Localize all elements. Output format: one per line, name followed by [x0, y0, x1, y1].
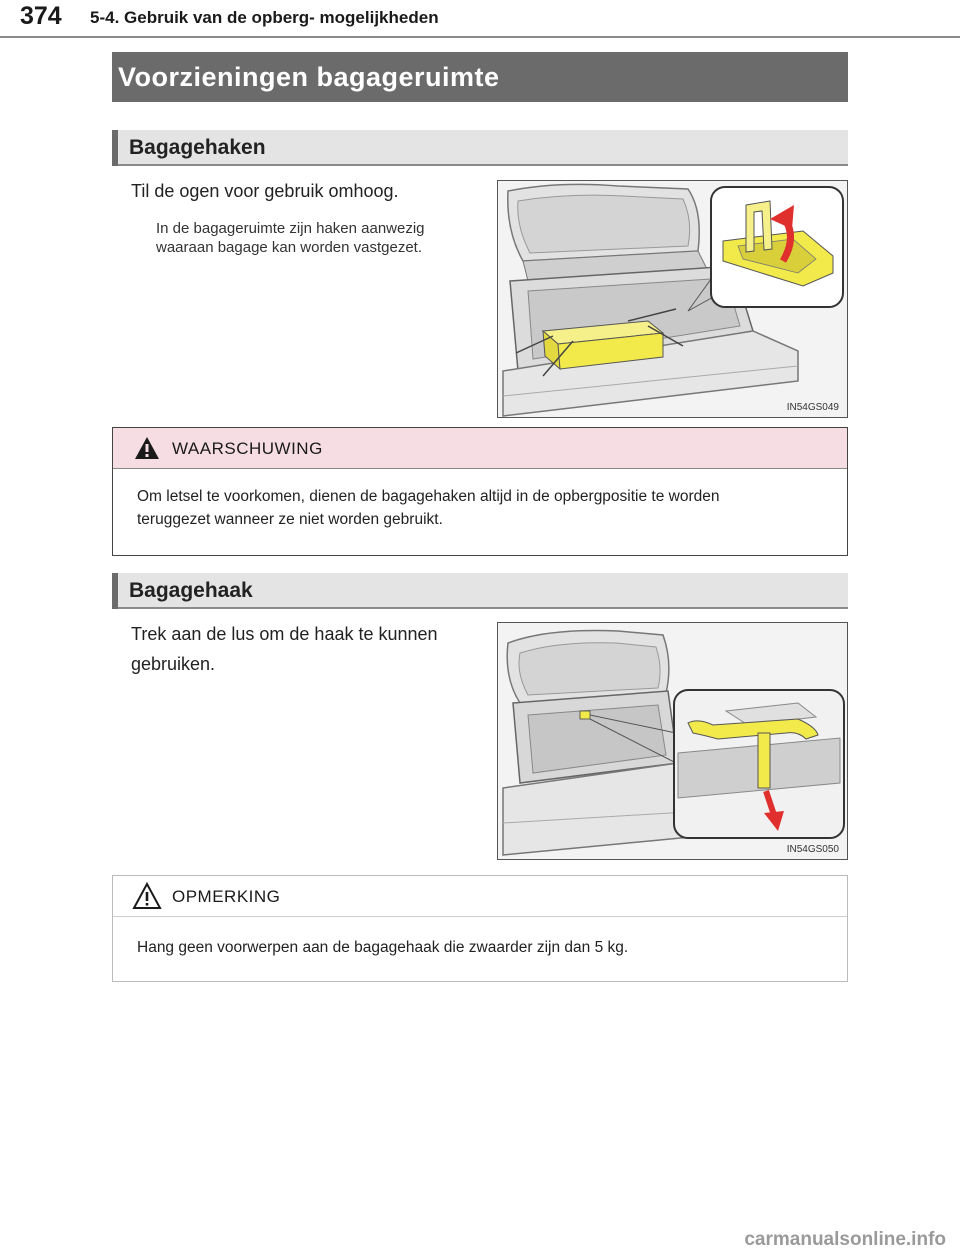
- warning-text-line2: teruggezet wanneer ze niet worden gebruikt.: [137, 511, 443, 528]
- trunk-hooks-illustration: [498, 181, 848, 418]
- warning-header: [113, 428, 847, 469]
- section-bagagehaken-header: [112, 130, 848, 166]
- chapter-heading: 5-4. Gebruik van de opberg- mogelijkheden: [90, 8, 439, 27]
- section-title: Bagagehaak: [129, 579, 253, 602]
- luggage-hooks-figure: [497, 180, 848, 418]
- warning-text-line1: Om letsel te voorkomen, dienen de bagagehaken altijd in de opbergpositie te worden: [137, 488, 720, 505]
- figure-code: IN54GS050: [786, 844, 839, 855]
- main-title: Voorzieningen bagageruimte: [118, 62, 500, 92]
- main-title-bar: [112, 52, 848, 102]
- warning-title: WAARSCHUWING: [172, 439, 323, 458]
- note-title: OPMERKING: [172, 887, 281, 906]
- figure-code: IN54GS049: [786, 402, 839, 413]
- section-bagagehaak-header: [112, 573, 848, 609]
- section-accent: [112, 130, 118, 166]
- page-number: 374: [20, 2, 62, 30]
- section1-description-line1: In de bagageruimte zijn haken aanwezig: [156, 220, 425, 237]
- note-text: Hang geen voorwerpen aan de bagagehaak die zwaarder zijn dan 5 kg.: [137, 939, 629, 956]
- warning-text: [137, 485, 837, 531]
- section-accent: [112, 573, 118, 609]
- header-divider: [0, 36, 960, 38]
- note-box: [112, 875, 848, 982]
- caution-triangle-icon: [132, 882, 162, 910]
- warning-box: [112, 427, 848, 556]
- section1-instruction: Til de ogen voor gebruik omhoog.: [131, 181, 399, 201]
- warning-triangle-icon: [134, 436, 160, 460]
- note-header: [113, 876, 847, 917]
- section-title: Bagagehaken: [129, 136, 266, 159]
- watermark: carmanualsonline.info: [744, 1229, 946, 1250]
- luggage-hook-figure: [497, 622, 848, 860]
- trunk-hook-illustration: [498, 623, 848, 860]
- section1-description-line2: waaraan bagage kan worden vastgezet.: [156, 239, 423, 256]
- section2-instruction-line2: gebruiken.: [131, 654, 216, 674]
- section2-instruction-line1: Trek aan de lus om de haak te kunnen: [131, 624, 438, 644]
